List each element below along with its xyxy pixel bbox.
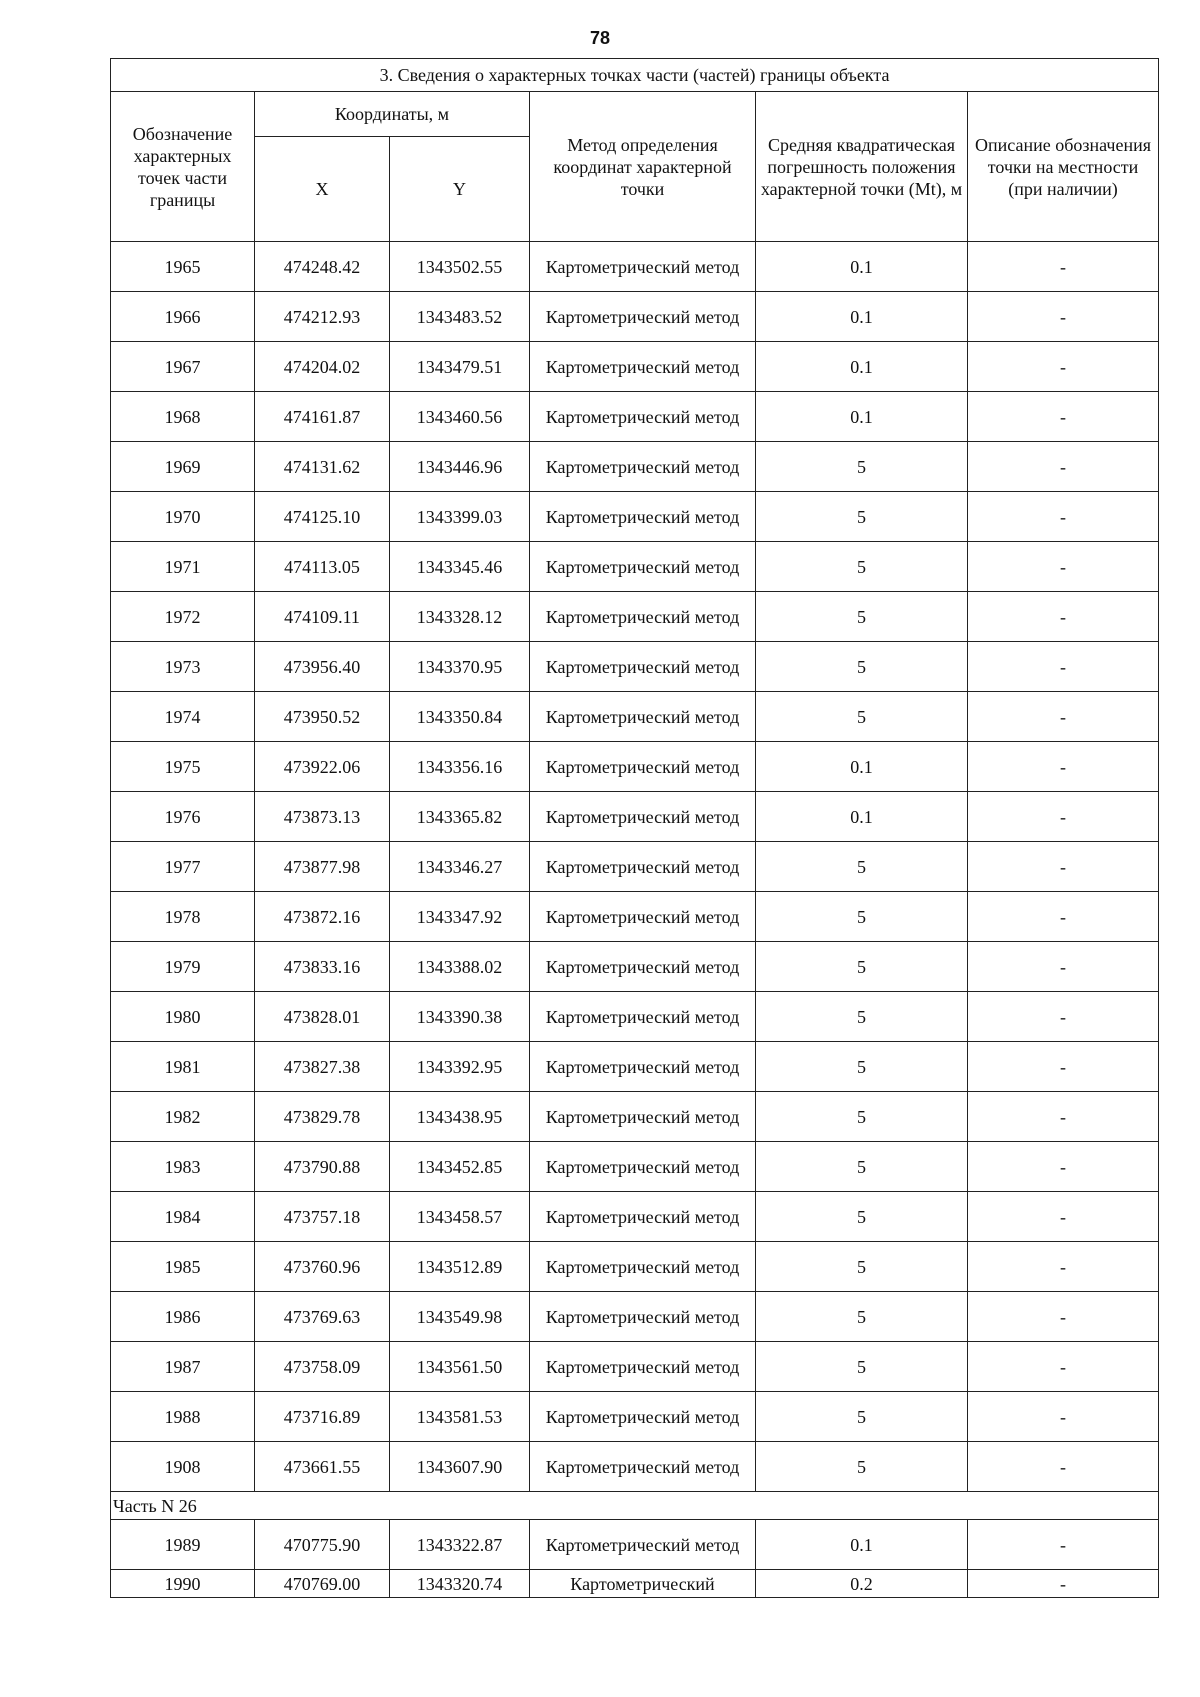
cell-method: Картометрический метод (530, 942, 756, 992)
section-row (111, 1492, 1159, 1520)
cell-y: 1343328.12 (390, 592, 530, 642)
cell-x: 473790.88 (255, 1142, 390, 1192)
cell-point: 1987 (111, 1342, 255, 1392)
cell-y: 1343399.03 (390, 492, 530, 542)
cell-x: 473956.40 (255, 642, 390, 692)
cell-y: 1343452.85 (390, 1142, 530, 1192)
cell-error: 5 (756, 442, 968, 492)
header-description: Описание обозначения точки на местности (при наличии) (968, 92, 1159, 242)
cell-x: 473922.06 (255, 742, 390, 792)
header-method: Метод определения координат характерной точки (530, 92, 756, 242)
cell-description: - (968, 742, 1159, 792)
cell-y: 1343479.51 (390, 342, 530, 392)
cell-point: 1990 (111, 1570, 255, 1598)
cell-x: 474204.02 (255, 342, 390, 392)
cell-x: 474125.10 (255, 492, 390, 542)
cell-x: 473872.16 (255, 892, 390, 942)
cell-point: 1969 (111, 442, 255, 492)
cell-point: 1988 (111, 1392, 255, 1442)
table-row (111, 842, 1159, 892)
cell-x: 470769.00 (255, 1570, 390, 1598)
cell-method: Картометрический (530, 1570, 756, 1598)
cell-y: 1343388.02 (390, 942, 530, 992)
cell-y: 1343322.87 (390, 1520, 530, 1570)
table-row (111, 992, 1159, 1042)
cell-point: 1986 (111, 1292, 255, 1342)
cell-error: 5 (756, 642, 968, 692)
cell-method: Картометрический метод (530, 1520, 756, 1570)
cell-point: 1974 (111, 692, 255, 742)
cell-x: 473877.98 (255, 842, 390, 892)
cell-point: 1971 (111, 542, 255, 592)
cell-error: 5 (756, 492, 968, 542)
cell-error: 5 (756, 1042, 968, 1092)
header-y: Y (390, 137, 530, 242)
cell-description: - (968, 392, 1159, 442)
cell-description: - (968, 892, 1159, 942)
cell-description: - (968, 642, 1159, 692)
cell-y: 1343549.98 (390, 1292, 530, 1342)
table-row (111, 692, 1159, 742)
cell-error: 5 (756, 1092, 968, 1142)
cell-method: Картометрический метод (530, 642, 756, 692)
cell-error: 5 (756, 592, 968, 642)
characteristic-points-table (110, 58, 1159, 1598)
cell-error: 5 (756, 892, 968, 942)
cell-x: 473827.38 (255, 1042, 390, 1092)
cell-point: 1972 (111, 592, 255, 642)
cell-description: - (968, 1392, 1159, 1442)
cell-error: 0.1 (756, 242, 968, 292)
cell-x: 473769.63 (255, 1292, 390, 1342)
cell-point: 1976 (111, 792, 255, 842)
cell-description: - (968, 1520, 1159, 1570)
cell-method: Картометрический метод (530, 492, 756, 542)
cell-point: 1965 (111, 242, 255, 292)
table-row (111, 342, 1159, 392)
cell-point: 1978 (111, 892, 255, 942)
cell-point: 1985 (111, 1242, 255, 1292)
cell-x: 474109.11 (255, 592, 390, 642)
cell-method: Картометрический метод (530, 1092, 756, 1142)
cell-method: Картометрический метод (530, 542, 756, 592)
cell-description: - (968, 542, 1159, 592)
cell-error: 0.1 (756, 342, 968, 392)
cell-description: - (968, 992, 1159, 1042)
cell-x: 473757.18 (255, 1192, 390, 1242)
cell-error: 0.1 (756, 292, 968, 342)
cell-x: 474131.62 (255, 442, 390, 492)
table-row (111, 1242, 1159, 1292)
cell-method: Картометрический метод (530, 1342, 756, 1392)
page-number: 78 (589, 28, 611, 48)
cell-point: 1979 (111, 942, 255, 992)
cell-description: - (968, 1192, 1159, 1242)
cell-point: 1973 (111, 642, 255, 692)
cell-y: 1343460.56 (390, 392, 530, 442)
table-row (111, 492, 1159, 542)
cell-y: 1343356.16 (390, 742, 530, 792)
cell-error: 0.2 (756, 1570, 968, 1598)
cell-point: 1970 (111, 492, 255, 542)
section-label: Часть N 26 (111, 1492, 1159, 1520)
cell-y: 1343512.89 (390, 1242, 530, 1292)
table-row (111, 642, 1159, 692)
cell-x: 473661.55 (255, 1442, 390, 1492)
cell-method: Картометрический метод (530, 292, 756, 342)
table-row (111, 1570, 1159, 1598)
cell-method: Картометрический метод (530, 692, 756, 742)
cell-y: 1343483.52 (390, 292, 530, 342)
cell-description: - (968, 1042, 1159, 1092)
cell-error: 0.1 (756, 1520, 968, 1570)
cell-x: 473873.13 (255, 792, 390, 842)
cell-error: 5 (756, 1192, 968, 1242)
cell-y: 1343370.95 (390, 642, 530, 692)
cell-method: Картометрический метод (530, 842, 756, 892)
table-row (111, 1392, 1159, 1442)
table-row (111, 792, 1159, 842)
cell-point: 1980 (111, 992, 255, 1042)
header-x: X (255, 137, 390, 242)
cell-y: 1343320.74 (390, 1570, 530, 1598)
cell-point: 1967 (111, 342, 255, 392)
cell-error: 5 (756, 542, 968, 592)
cell-description: - (968, 292, 1159, 342)
cell-description: - (968, 1092, 1159, 1142)
cell-x: 473829.78 (255, 1092, 390, 1142)
cell-description: - (968, 1142, 1159, 1192)
table-row (111, 1342, 1159, 1392)
cell-description: - (968, 342, 1159, 392)
cell-y: 1343458.57 (390, 1192, 530, 1242)
cell-error: 5 (756, 1342, 968, 1392)
cell-method: Картометрический метод (530, 1142, 756, 1192)
cell-y: 1343390.38 (390, 992, 530, 1042)
cell-method: Картометрический метод (530, 892, 756, 942)
header-point: Обозначение характерных точек части границы (111, 92, 255, 242)
table-row (111, 1520, 1159, 1570)
cell-y: 1343446.96 (390, 442, 530, 492)
cell-error: 5 (756, 842, 968, 892)
cell-y: 1343347.92 (390, 892, 530, 942)
table-title: 3. Сведения о характерных точках части (частей) границы объекта (111, 59, 1159, 92)
cell-method: Картометрический метод (530, 1292, 756, 1342)
cell-point: 1981 (111, 1042, 255, 1092)
cell-x: 474161.87 (255, 392, 390, 442)
cell-error: 0.1 (756, 392, 968, 442)
cell-x: 473760.96 (255, 1242, 390, 1292)
cell-description: - (968, 1292, 1159, 1342)
table-row (111, 942, 1159, 992)
cell-y: 1343350.84 (390, 692, 530, 742)
cell-description: - (968, 592, 1159, 642)
cell-y: 1343365.82 (390, 792, 530, 842)
cell-description: - (968, 442, 1159, 492)
cell-point: 1975 (111, 742, 255, 792)
cell-method: Картометрический метод (530, 592, 756, 642)
cell-error: 5 (756, 942, 968, 992)
cell-method: Картометрический метод (530, 742, 756, 792)
cell-point: 1968 (111, 392, 255, 442)
cell-point: 1977 (111, 842, 255, 892)
cell-y: 1343502.55 (390, 242, 530, 292)
cell-point: 1966 (111, 292, 255, 342)
cell-method: Картометрический метод (530, 792, 756, 842)
header-coords: Координаты, м (255, 92, 530, 137)
table-row (111, 892, 1159, 942)
cell-method: Картометрический метод (530, 342, 756, 392)
cell-x: 474212.93 (255, 292, 390, 342)
cell-error: 0.1 (756, 792, 968, 842)
cell-method: Картометрический метод (530, 392, 756, 442)
cell-error: 5 (756, 1242, 968, 1292)
cell-method: Картометрический метод (530, 1242, 756, 1292)
cell-y: 1343581.53 (390, 1392, 530, 1442)
cell-method: Картометрический метод (530, 242, 756, 292)
cell-description: - (968, 1342, 1159, 1392)
table-row (111, 392, 1159, 442)
cell-error: 5 (756, 1442, 968, 1492)
table-row (111, 1442, 1159, 1492)
table-row (111, 592, 1159, 642)
cell-description: - (968, 842, 1159, 892)
cell-method: Картометрический метод (530, 1042, 756, 1092)
cell-x: 473950.52 (255, 692, 390, 742)
cell-y: 1343561.50 (390, 1342, 530, 1392)
cell-x: 473828.01 (255, 992, 390, 1042)
table-row (111, 1192, 1159, 1242)
cell-error: 0.1 (756, 742, 968, 792)
cell-method: Картометрический метод (530, 992, 756, 1042)
cell-description: - (968, 1570, 1159, 1598)
cell-y: 1343392.95 (390, 1042, 530, 1092)
cell-x: 470775.90 (255, 1520, 390, 1570)
cell-point: 1984 (111, 1192, 255, 1242)
cell-y: 1343346.27 (390, 842, 530, 892)
cell-description: - (968, 692, 1159, 742)
cell-point: 1982 (111, 1092, 255, 1142)
table-row (111, 1142, 1159, 1192)
cell-point: 1908 (111, 1442, 255, 1492)
table-row (111, 1092, 1159, 1142)
table-row (111, 242, 1159, 292)
cell-point: 1983 (111, 1142, 255, 1192)
cell-point: 1989 (111, 1520, 255, 1570)
table-row (111, 1292, 1159, 1342)
table-row (111, 542, 1159, 592)
header-error: Средняя квадратическая погрешность положения характерной точки (Mt), м (756, 92, 968, 242)
cell-y: 1343345.46 (390, 542, 530, 592)
cell-error: 5 (756, 992, 968, 1042)
cell-x: 474248.42 (255, 242, 390, 292)
cell-error: 5 (756, 692, 968, 742)
table-row (111, 1042, 1159, 1092)
cell-method: Картометрический метод (530, 442, 756, 492)
cell-error: 5 (756, 1392, 968, 1442)
cell-method: Картометрический метод (530, 1192, 756, 1242)
table-row (111, 442, 1159, 492)
table-body (111, 242, 1159, 1598)
cell-x: 474113.05 (255, 542, 390, 592)
cell-description: - (968, 492, 1159, 542)
table-row (111, 742, 1159, 792)
cell-description: - (968, 1442, 1159, 1492)
cell-error: 5 (756, 1142, 968, 1192)
cell-x: 473758.09 (255, 1342, 390, 1392)
cell-error: 5 (756, 1292, 968, 1342)
cell-y: 1343438.95 (390, 1092, 530, 1142)
cell-description: - (968, 242, 1159, 292)
cell-method: Картометрический метод (530, 1392, 756, 1442)
cell-description: - (968, 942, 1159, 992)
cell-method: Картометрический метод (530, 1442, 756, 1492)
cell-y: 1343607.90 (390, 1442, 530, 1492)
cell-description: - (968, 792, 1159, 842)
cell-x: 473716.89 (255, 1392, 390, 1442)
table-row (111, 292, 1159, 342)
cell-x: 473833.16 (255, 942, 390, 992)
cell-description: - (968, 1242, 1159, 1292)
